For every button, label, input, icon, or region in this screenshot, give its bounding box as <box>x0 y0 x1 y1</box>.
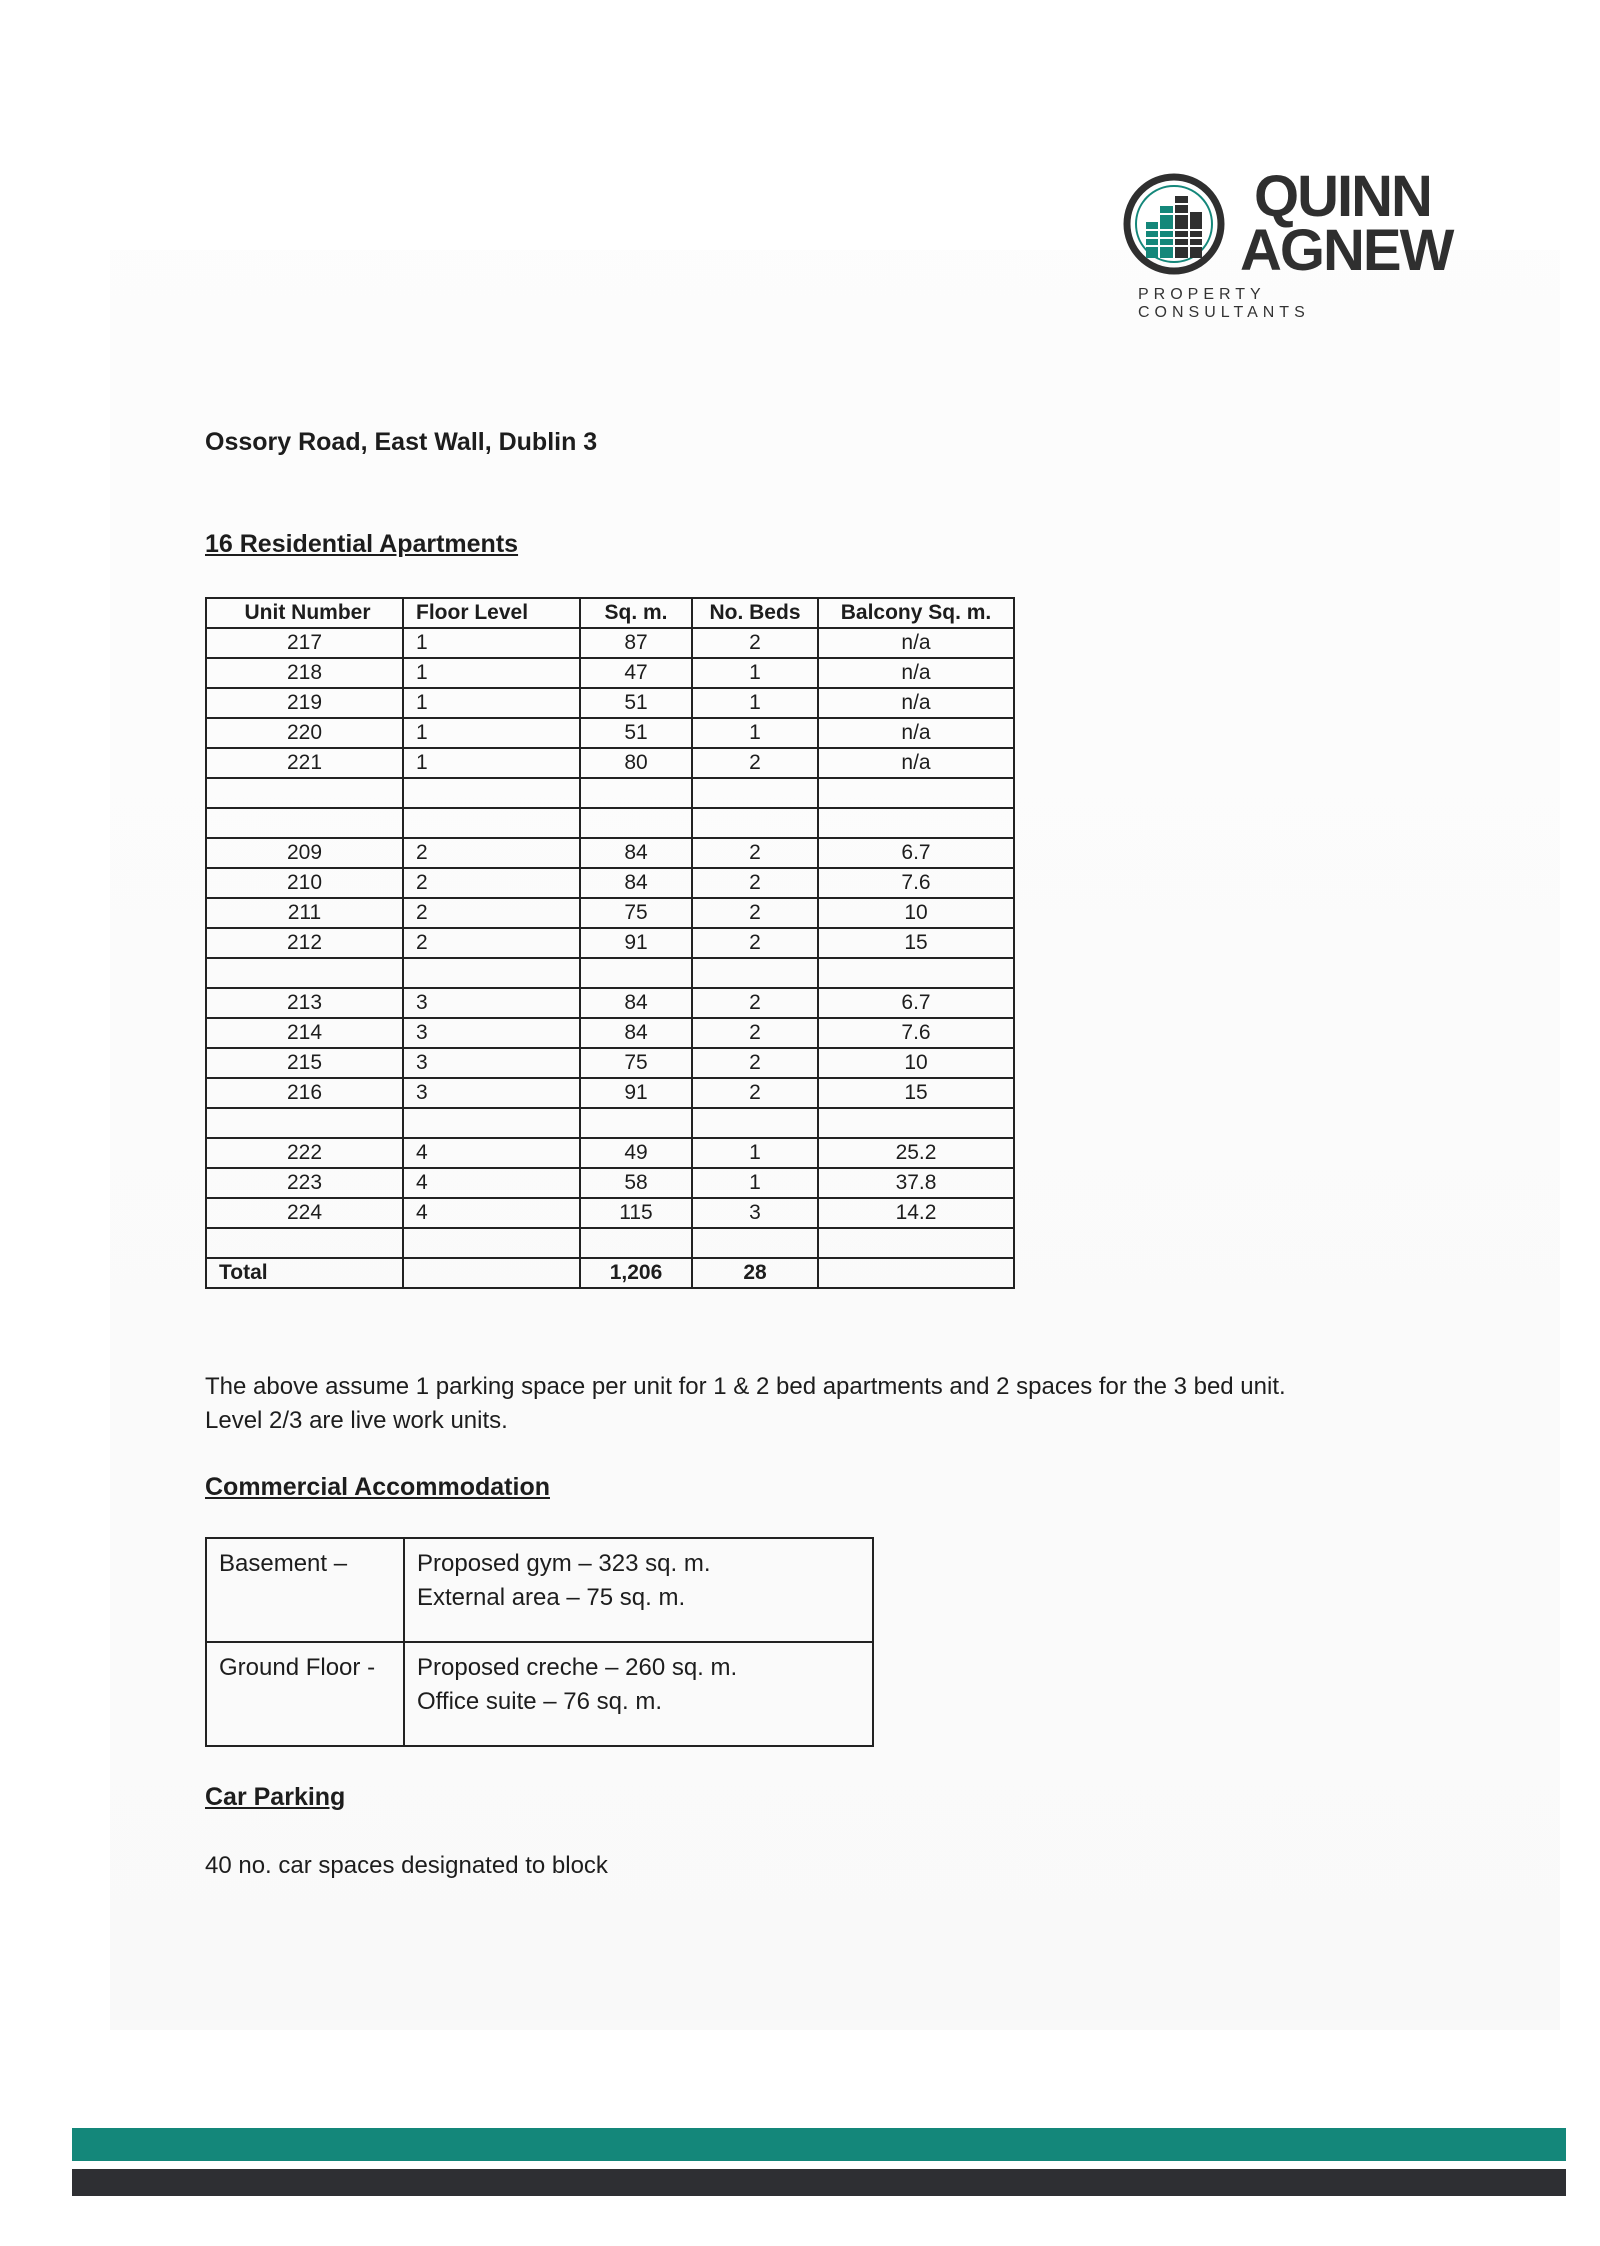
sq-m-cell: 84 <box>580 1018 692 1048</box>
no-beds-cell: 1 <box>692 688 818 718</box>
balcony-cell: 37.8 <box>818 1168 1014 1198</box>
balcony-cell: 6.7 <box>818 838 1014 868</box>
no-beds-cell <box>692 1108 818 1138</box>
no-beds-cell <box>692 778 818 808</box>
unit-number-cell: 209 <box>206 838 403 868</box>
table-row <box>206 658 1014 688</box>
balcony-cell: 15 <box>818 1078 1014 1108</box>
sq-m-cell <box>580 808 692 838</box>
commercial-row-ground-floor <box>206 1642 873 1746</box>
sq-m-cell: 84 <box>580 838 692 868</box>
sq-m-cell <box>580 958 692 988</box>
table-row <box>206 748 1014 778</box>
no-beds-cell: 2 <box>692 898 818 928</box>
floor-level-cell: 2 <box>403 898 580 928</box>
balcony-cell: n/a <box>818 628 1014 658</box>
unit-number-cell: 220 <box>206 718 403 748</box>
balcony-cell: n/a <box>818 658 1014 688</box>
header-sq-m: Sq. m. <box>580 598 692 628</box>
total-beds: 28 <box>692 1258 818 1288</box>
floor-level-cell: 3 <box>403 1048 580 1078</box>
table-row <box>206 898 1014 928</box>
no-beds-cell: 2 <box>692 748 818 778</box>
property-address: Ossory Road, East Wall, Dublin 3 <box>205 428 598 456</box>
floor-level-cell <box>403 808 580 838</box>
table-row <box>206 1108 1014 1138</box>
no-beds-cell: 3 <box>692 1198 818 1228</box>
apartments-table <box>205 597 1015 1289</box>
total-row <box>206 1258 1014 1288</box>
sq-m-cell <box>580 1108 692 1138</box>
no-beds-cell: 2 <box>692 988 818 1018</box>
sq-m-cell: 91 <box>580 928 692 958</box>
car-parking-heading: Car Parking <box>205 1783 346 1811</box>
floor-level-cell <box>403 1228 580 1258</box>
sq-m-cell: 58 <box>580 1168 692 1198</box>
no-beds-cell: 1 <box>692 1138 818 1168</box>
floor-level-cell: 3 <box>403 988 580 1018</box>
sq-m-cell: 51 <box>580 688 692 718</box>
unit-number-cell: 221 <box>206 748 403 778</box>
no-beds-cell: 1 <box>692 1168 818 1198</box>
no-beds-cell: 2 <box>692 838 818 868</box>
floor-level-cell: 2 <box>403 838 580 868</box>
table-row <box>206 1198 1014 1228</box>
floor-level-cell: 3 <box>403 1078 580 1108</box>
sq-m-cell: 84 <box>580 868 692 898</box>
floor-level-cell: 4 <box>403 1138 580 1168</box>
balcony-cell: 14.2 <box>818 1198 1014 1228</box>
unit-number-cell: 213 <box>206 988 403 1018</box>
floor-level-cell: 4 <box>403 1198 580 1228</box>
table-row <box>206 1138 1014 1168</box>
unit-number-cell <box>206 1108 403 1138</box>
table-row <box>206 1048 1014 1078</box>
commercial-detail <box>404 1642 873 1746</box>
unit-number-cell: 218 <box>206 658 403 688</box>
table-row <box>206 838 1014 868</box>
table-row <box>206 1078 1014 1108</box>
floor-level-cell: 1 <box>403 628 580 658</box>
no-beds-cell: 2 <box>692 1048 818 1078</box>
apartments-table-body <box>206 628 1014 1258</box>
total-label: Total <box>206 1258 403 1288</box>
table-row <box>206 808 1014 838</box>
table-row <box>206 958 1014 988</box>
balcony-cell: 6.7 <box>818 988 1014 1018</box>
logo-tagline: PROPERTY CONSULTANTS <box>1138 286 1310 321</box>
unit-number-cell: 217 <box>206 628 403 658</box>
balcony-cell <box>818 778 1014 808</box>
unit-number-cell <box>206 1228 403 1258</box>
sq-m-cell: 49 <box>580 1138 692 1168</box>
balcony-cell <box>818 808 1014 838</box>
commercial-label: Basement – <box>206 1538 404 1642</box>
floor-level-cell <box>403 778 580 808</box>
header-floor-level: Floor Level <box>403 598 580 628</box>
residential-heading: 16 Residential Apartments <box>205 530 519 558</box>
balcony-cell: n/a <box>818 718 1014 748</box>
sq-m-cell: 51 <box>580 718 692 748</box>
total-sq-m: 1,206 <box>580 1258 692 1288</box>
no-beds-cell: 1 <box>692 658 818 688</box>
balcony-cell: 10 <box>818 898 1014 928</box>
table-row <box>206 778 1014 808</box>
unit-number-cell <box>206 808 403 838</box>
balcony-cell: n/a <box>818 688 1014 718</box>
commercial-line: External area – 75 sq. m. <box>417 1584 686 1611</box>
no-beds-cell: 2 <box>692 928 818 958</box>
floor-level-cell: 1 <box>403 688 580 718</box>
balcony-cell <box>818 1228 1014 1258</box>
table-row <box>206 718 1014 748</box>
unit-number-cell: 210 <box>206 868 403 898</box>
parking-note <box>205 1370 1405 1438</box>
commercial-row-basement <box>206 1538 873 1642</box>
sq-m-cell <box>580 778 692 808</box>
floor-level-cell: 1 <box>403 658 580 688</box>
unit-number-cell <box>206 958 403 988</box>
unit-number-cell: 222 <box>206 1138 403 1168</box>
sq-m-cell: 84 <box>580 988 692 1018</box>
table-header-row <box>206 598 1014 628</box>
floor-level-cell <box>403 958 580 988</box>
commercial-heading: Commercial Accommodation <box>205 1473 550 1501</box>
table-row <box>206 988 1014 1018</box>
no-beds-cell <box>692 1228 818 1258</box>
commercial-table <box>205 1537 874 1747</box>
sq-m-cell: 80 <box>580 748 692 778</box>
company-logo <box>1118 164 1453 321</box>
unit-number-cell: 219 <box>206 688 403 718</box>
table-row <box>206 1168 1014 1198</box>
table-row <box>206 1228 1014 1258</box>
balcony-cell <box>818 958 1014 988</box>
unit-number-cell: 215 <box>206 1048 403 1078</box>
logo-word-quinn: QUINN <box>1254 164 1431 229</box>
floor-level-cell <box>403 1108 580 1138</box>
sq-m-cell: 47 <box>580 658 692 688</box>
balcony-cell: 25.2 <box>818 1138 1014 1168</box>
note-line-1: The above assume 1 parking space per unit for 1 & 2 bed apartments and 2 spaces for the 3 bed unit. <box>205 1373 1286 1400</box>
footer-bar-dark <box>72 2169 1566 2196</box>
no-beds-cell: 2 <box>692 1018 818 1048</box>
balcony-cell: 7.6 <box>818 1018 1014 1048</box>
floor-level-cell: 3 <box>403 1018 580 1048</box>
unit-number-cell: 212 <box>206 928 403 958</box>
no-beds-cell: 2 <box>692 1078 818 1108</box>
unit-number-cell: 223 <box>206 1168 403 1198</box>
floor-level-cell: 4 <box>403 1168 580 1198</box>
commercial-line: Proposed creche – 260 sq. m. <box>417 1654 738 1681</box>
header-no-beds: No. Beds <box>692 598 818 628</box>
building-globe-icon <box>1122 172 1226 276</box>
floor-level-cell: 1 <box>403 718 580 748</box>
sq-m-cell: 87 <box>580 628 692 658</box>
unit-number-cell: 211 <box>206 898 403 928</box>
balcony-cell: 10 <box>818 1048 1014 1078</box>
commercial-line: Proposed gym – 323 sq. m. <box>417 1550 711 1577</box>
balcony-cell: n/a <box>818 748 1014 778</box>
balcony-cell: 7.6 <box>818 868 1014 898</box>
balcony-cell <box>818 1108 1014 1138</box>
unit-number-cell: 216 <box>206 1078 403 1108</box>
unit-number-cell <box>206 778 403 808</box>
total-balcony <box>818 1258 1014 1288</box>
footer-bar-green <box>72 2128 1566 2161</box>
no-beds-cell: 2 <box>692 868 818 898</box>
sq-m-cell: 75 <box>580 898 692 928</box>
commercial-label: Ground Floor - <box>206 1642 404 1746</box>
balcony-cell: 15 <box>818 928 1014 958</box>
total-floor <box>403 1258 580 1288</box>
header-balcony: Balcony Sq. m. <box>818 598 1014 628</box>
commercial-line: Office suite – 76 sq. m. <box>417 1688 663 1715</box>
car-parking-text: 40 no. car spaces designated to block <box>205 1852 608 1879</box>
logo-word-agnew: AGNEW <box>1240 218 1453 283</box>
no-beds-cell <box>692 958 818 988</box>
header-unit-number: Unit Number <box>206 598 403 628</box>
no-beds-cell: 1 <box>692 718 818 748</box>
sq-m-cell: 75 <box>580 1048 692 1078</box>
floor-level-cell: 1 <box>403 748 580 778</box>
sq-m-cell: 91 <box>580 1078 692 1108</box>
table-row <box>206 1018 1014 1048</box>
sq-m-cell: 115 <box>580 1198 692 1228</box>
table-row <box>206 688 1014 718</box>
note-line-2: Level 2/3 are live work units. <box>205 1407 508 1434</box>
table-row <box>206 928 1014 958</box>
floor-level-cell: 2 <box>403 868 580 898</box>
table-row <box>206 868 1014 898</box>
no-beds-cell <box>692 808 818 838</box>
floor-level-cell: 2 <box>403 928 580 958</box>
no-beds-cell: 2 <box>692 628 818 658</box>
unit-number-cell: 224 <box>206 1198 403 1228</box>
sq-m-cell <box>580 1228 692 1258</box>
commercial-detail <box>404 1538 873 1642</box>
unit-number-cell: 214 <box>206 1018 403 1048</box>
table-row <box>206 628 1014 658</box>
